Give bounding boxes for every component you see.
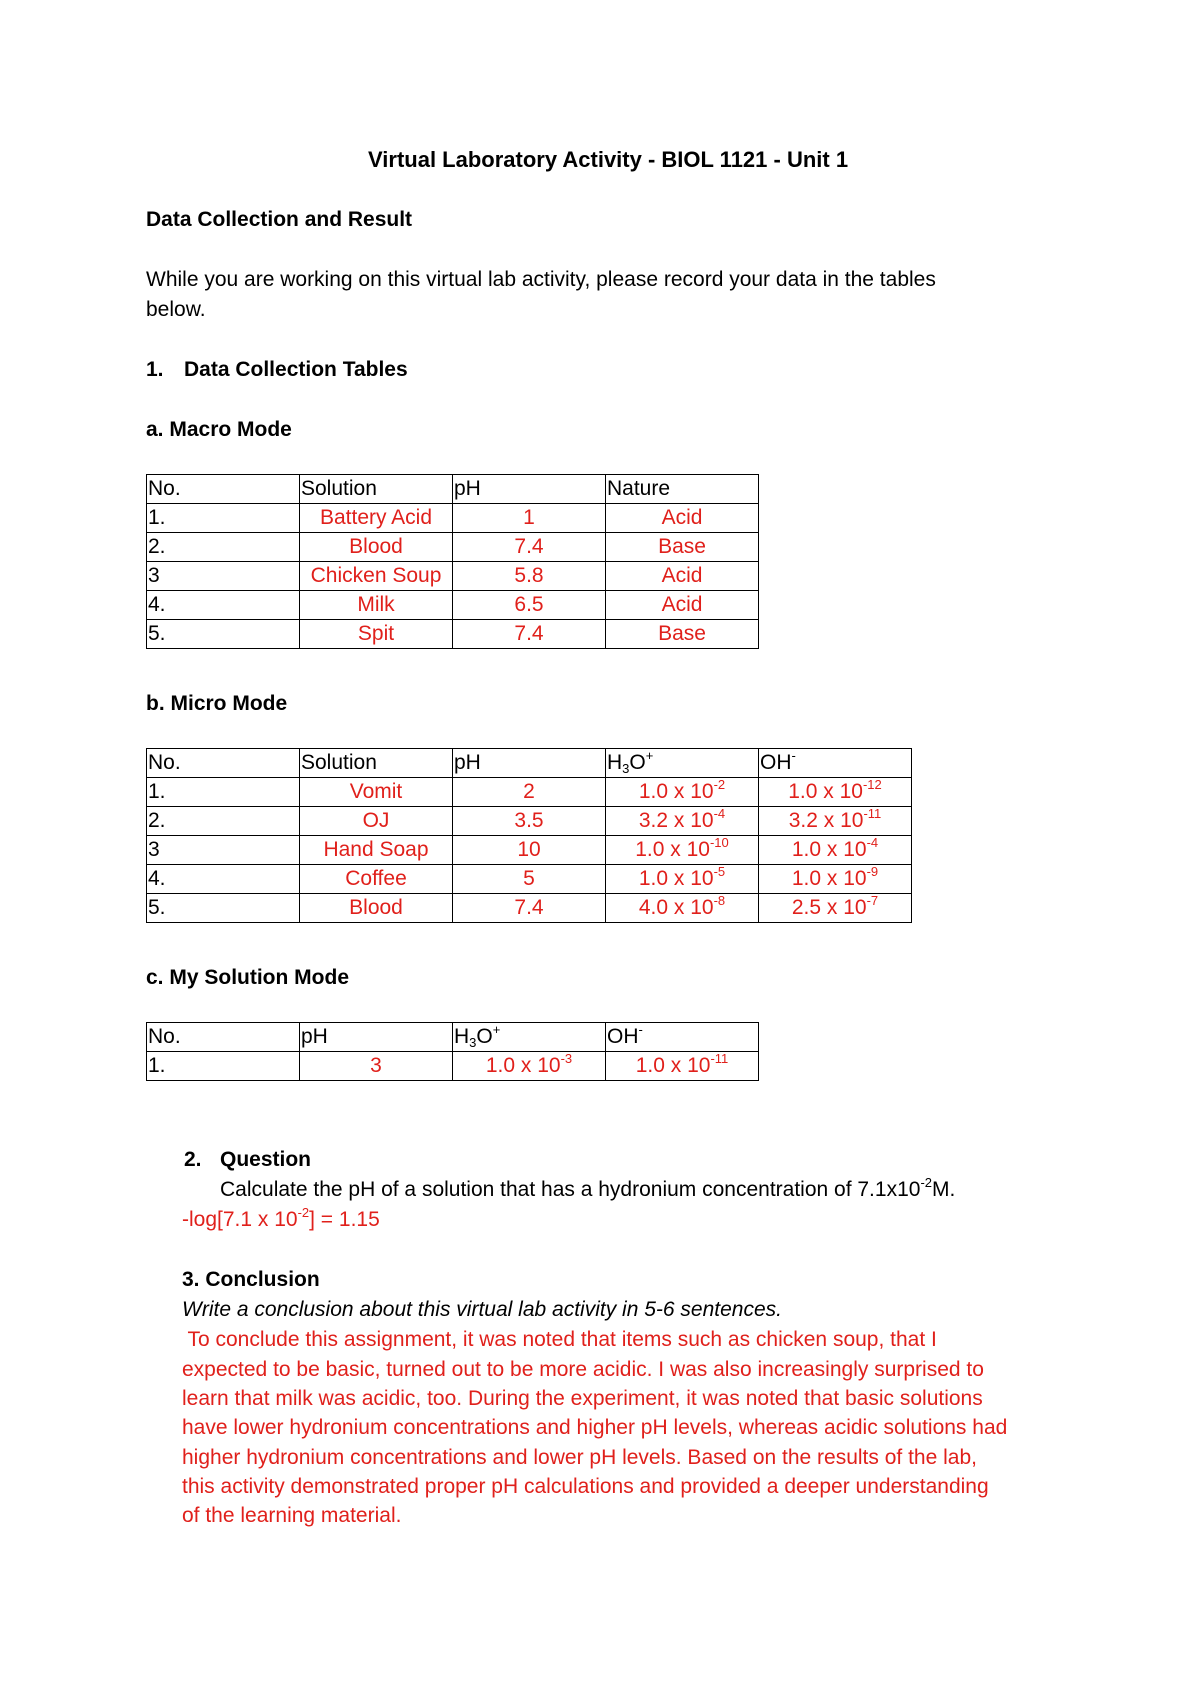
data-tables-heading: Data Collection Tables [184, 358, 408, 381]
cell-no: 4. [147, 591, 300, 620]
document-title: Virtual Laboratory Activity - BIOL 1121 - Unit 1 [368, 147, 849, 172]
header-no: No. [147, 1023, 300, 1052]
cell-hydroxide: 2.5 x $10^{-7}$ [759, 894, 912, 923]
question-answer: -log[7.1 x $10^{-2}] = 1.15$ [182, 1205, 380, 1231]
cell-solution: Battery Acid [300, 504, 453, 533]
conclusion-line: of the learning material. [182, 1504, 402, 1527]
cell-ph: 7.4 [453, 620, 606, 649]
cell-no: 5. [147, 894, 300, 923]
table-row [147, 620, 759, 649]
header-ph: pH [453, 475, 606, 504]
header-solution: Solution [300, 475, 453, 504]
table-row [147, 533, 759, 562]
cell-nature: Acid [606, 591, 759, 620]
cell-nature: Acid [606, 504, 759, 533]
header-solution: Solution [300, 749, 453, 778]
my-solution-heading: c. My Solution Mode [146, 966, 349, 989]
cell-ph: 3 [300, 1052, 453, 1081]
cell-solution: Chicken Soup [300, 562, 453, 591]
cell-ph: 7.4 [453, 533, 606, 562]
cell-hydronium: 1.0 x $10^{-5}$ [606, 865, 759, 894]
table-row [147, 504, 759, 533]
section-heading: Data Collection and Result [146, 208, 413, 231]
cell-hydroxide: 1.0 x $10^{-12}$ [759, 778, 912, 807]
conclusion-heading: 3. Conclusion [182, 1268, 320, 1291]
table-header-row [147, 475, 759, 504]
header-no: No. [147, 475, 300, 504]
header-ph: pH [300, 1023, 453, 1052]
header-hydroxide: OH- [759, 749, 912, 778]
cell-ph: 10 [453, 836, 606, 865]
intro-line-2: below. [146, 298, 206, 321]
cell-no: 3 [147, 836, 300, 865]
conclusion-line: this activity demonstrated proper pH calculations and provided a deeper understanding [182, 1475, 989, 1498]
cell-ph: 7.4 [453, 894, 606, 923]
cell-no: 1. [147, 1052, 300, 1081]
cell-solution: Milk [300, 591, 453, 620]
header-hydronium: $H_3O^+$ [453, 1023, 606, 1052]
table-row [147, 807, 912, 836]
table-row [147, 1052, 759, 1081]
question-heading: Question [220, 1148, 312, 1171]
header-nature: Nature [606, 475, 759, 504]
cell-nature: Base [606, 533, 759, 562]
conclusion-prompt: Write a conclusion about this virtual lab activity in 5-6 sentences. [182, 1298, 782, 1321]
cell-no: 1. [147, 504, 300, 533]
table-row [147, 836, 912, 865]
header-ph: pH [453, 749, 606, 778]
conclusion-line: expected to be basic, turned out to be more acidic. I was also increasingly surprised to [182, 1358, 984, 1381]
table-row [147, 591, 759, 620]
my-solution-table [146, 1022, 759, 1081]
cell-ph: 3.5 [453, 807, 606, 836]
cell-ph: 5 [453, 865, 606, 894]
cell-ph: 6.5 [453, 591, 606, 620]
cell-hydronium: 1.0 x $10^{-2}$ [606, 778, 759, 807]
header-no: No. [147, 749, 300, 778]
cell-solution: Coffee [300, 865, 453, 894]
cell-no: 1. [147, 778, 300, 807]
macro-mode-table [146, 474, 759, 649]
cell-hydronium: 1.0 x $10^{-10}$ [606, 836, 759, 865]
table-header-row [147, 1023, 759, 1052]
cell-nature: Acid [606, 562, 759, 591]
intro-line-1: While you are working on this virtual lab activity, please record your data in the tables [146, 268, 936, 291]
cell-solution: OJ [300, 807, 453, 836]
cell-hydronium: 3.2 x $10^{-4}$ [606, 807, 759, 836]
conclusion-line: To conclude this assignment, it was noted that items such as chicken soup, that I [182, 1328, 937, 1351]
cell-hydroxide: 1.0 x $10^{-9}$ [759, 865, 912, 894]
cell-no: 3 [147, 562, 300, 591]
cell-hydroxide: 3.2 x $10^{-11}$ [759, 807, 912, 836]
cell-no: 2. [147, 533, 300, 562]
cell-hydronium: 1.0 x $10^{-3}$ [453, 1052, 606, 1081]
cell-hydroxide: 1.0 x $10^{-11}$ [606, 1052, 759, 1081]
conclusion-line: learn that milk was acidic, too. During the experiment, it was noted that basic solutions [182, 1387, 983, 1410]
cell-nature: Base [606, 620, 759, 649]
micro-mode-table [146, 748, 912, 923]
conclusion-line: higher hydronium concentrations and lower pH levels. Based on the results of the lab, [182, 1446, 977, 1469]
header-hydroxide: OH- [606, 1023, 759, 1052]
table-header-row [147, 749, 912, 778]
data-tables-heading-number: 1. [146, 358, 164, 381]
cell-hydroxide: 1.0 x $10^{-4}$ [759, 836, 912, 865]
cell-solution: Vomit [300, 778, 453, 807]
header-hydronium: $H_3O^+$ [606, 749, 759, 778]
cell-no: 5. [147, 620, 300, 649]
macro-mode-heading: a. Macro Mode [146, 418, 292, 441]
cell-ph: 5.8 [453, 562, 606, 591]
cell-hydronium: 4.0 x $10^{-8}$ [606, 894, 759, 923]
table-row [147, 778, 912, 807]
cell-ph: 1 [453, 504, 606, 533]
cell-solution: Blood [300, 533, 453, 562]
conclusion-line: have lower hydronium concentrations and higher pH levels, whereas acidic solutions had [182, 1416, 1008, 1439]
table-row [147, 894, 912, 923]
table-row [147, 562, 759, 591]
question-prompt: Calculate the pH of a solution that has a hydronium concentration of $7.1x10^{-2}M$. [220, 1175, 956, 1201]
table-row [147, 865, 912, 894]
cell-ph: 2 [453, 778, 606, 807]
cell-solution: Blood [300, 894, 453, 923]
micro-mode-heading: b. Micro Mode [146, 692, 288, 715]
cell-no: 4. [147, 865, 300, 894]
cell-no: 2. [147, 807, 300, 836]
question-number: 2. [184, 1148, 202, 1171]
cell-solution: Hand Soap [300, 836, 453, 865]
cell-solution: Spit [300, 620, 453, 649]
